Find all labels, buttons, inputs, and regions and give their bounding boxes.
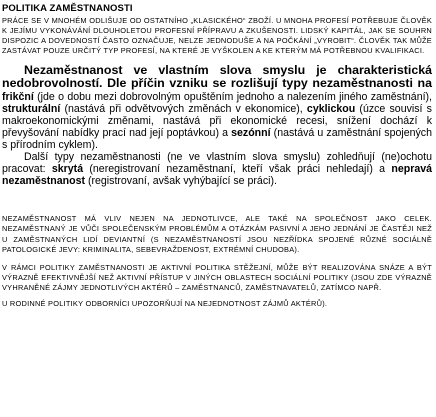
document-page bbox=[2, 3, 432, 309]
cyklicka-term: cyklickou bbox=[306, 102, 356, 115]
impact-paragraph: NEZAMĚSTNANOST MÁ VLIV NEJEN NA JEDNOTLIVCE, ALE TAKÉ NA SPOLEČNOST JAKO CELEK. NEZAMĚSTNANÝ JE VŮČI SPOLEČENSKÝM PROBLÉMŮM A OTÁZKÁM PASIVNÍ A JEHO JEDNÁNÍ JE ČASTĚJI NEŽ U ZAMĚSTNANÝCH LIDÍ DEVIANTNÍ (S NEZAMĚSTNANOSTÍ JSOU NEZŘÍDKA SPOJENÉ RŮZNÉ SOCIÁLNĚ PATOLOGICKÉ JEVY: KRIMINALITA, SEBEVRAŽDENOST, EXTRÉMNÍ CHUDOBA). bbox=[2, 214, 432, 254]
strukturalni-term: strukturální bbox=[2, 102, 61, 115]
cyklicka-text: (úzce souvisí s makroekonomickými změnami, nastává při ekonomické recesi, snížení dochází k převyšování nabídky prací nad její poptávkou) a bbox=[2, 102, 432, 139]
policy-paragraph: V RÁMCI POLITIKY ZAMĚSTNANOSTI JE AKTIVNÍ POLITIKA STĚŽEJNÍ, MŮŽE BÝT REALIZOVÁNA SNÁZE A BÝT VÝRAZNĚ EFEKTIVNĚJŠÍ NEŽ AKTIVNÍ PŘÍSTUP V JINÝCH OBLASTECH SOCIÁLNÍ POLITIKY (JSOU ZDE VÝRAZNĚ VYHRANĚNÉ ZÁJMY JEDNOTLIVÝCH AKTÉRŮ – ZAMĚSTNANCŮ, ZAMĚSTNAVATELŮ, ZATÍMCO NAPŘ. bbox=[2, 262, 432, 292]
neprava-term: nepravá nezaměstnanost bbox=[2, 163, 432, 188]
other-types-lead: Další typy nezaměstnanosti (ne ve vlastním slova smyslu) zohledňují (ne)ochotu pracovat: bbox=[2, 151, 432, 176]
unemployment-types-paragraph bbox=[2, 64, 432, 151]
main-section bbox=[2, 64, 432, 187]
sezonni-term: sezónní bbox=[231, 126, 271, 139]
frikcni-term: frikční bbox=[2, 90, 34, 103]
strukturalni-text: (nastává při odvětvových změnách v ekonomice), bbox=[60, 102, 307, 115]
lead-text: Nezaměstnanost ve vlastním slova smyslu je charakteristická nedobrovolností. Dle příčin vzniku se rozlišují typy nezaměstnanosti na bbox=[2, 63, 432, 91]
neprava-text: (registrovaní, avšak vyhýbající se práci). bbox=[85, 175, 277, 188]
frikcni-text: (jde o dobu mezi dobrovolným opuštěním jednoho a nalezením jiného zaměstnání), bbox=[33, 90, 432, 103]
skryta-text: (neregistrovaní nezaměstnaní, kteří však práci nehledají) a bbox=[83, 163, 392, 176]
other-types-paragraph bbox=[2, 151, 432, 187]
document-title: POLITIKA ZAMĚSTNANOSTI bbox=[2, 3, 133, 14]
sezonni-text: (nastává u zaměstnání spojených s přírodním cyklem). bbox=[2, 126, 432, 151]
policy-last-line: U RODINNÉ POLITIKY ODBORNÍCI UPOZORŇUJÍ NA NEJEDNOTNOST ZÁJMŮ AKTÉRŮ). bbox=[2, 298, 328, 308]
intro-paragraph: PRÁCE SE V MNOHÉM ODLIŠUJE OD OSTATNÍHO „KLASICKÉHO“ ZBOŽÍ. U MNOHA PROFESÍ POTŘEBUJE ČLOVĚK K JEJÍMU VYKONÁVÁNÍ DLOUHOLETOU PROFESNÍ PŘÍPRAVU A ZKUŠENOSTI. LIDSKÝ KAPITÁL, JAK SE SOUHRN DISPOZIC A DOVEDNOSTÍ ČASTO OZNAČUJE, NELZE JEDNODUŠE A NA POČKÁNÍ „VYROBIT“. ČLOVĚK TAK MŮŽE ZASTÁVAT POUZE URČITÝ TYP PROFESÍ, NA KTERÉ JE VYŠKOLEN A KE KTERÝM MÁ POTŘEBNOU KVALIFIKACI. bbox=[2, 16, 432, 56]
skryta-term: skrytá bbox=[51, 163, 84, 176]
